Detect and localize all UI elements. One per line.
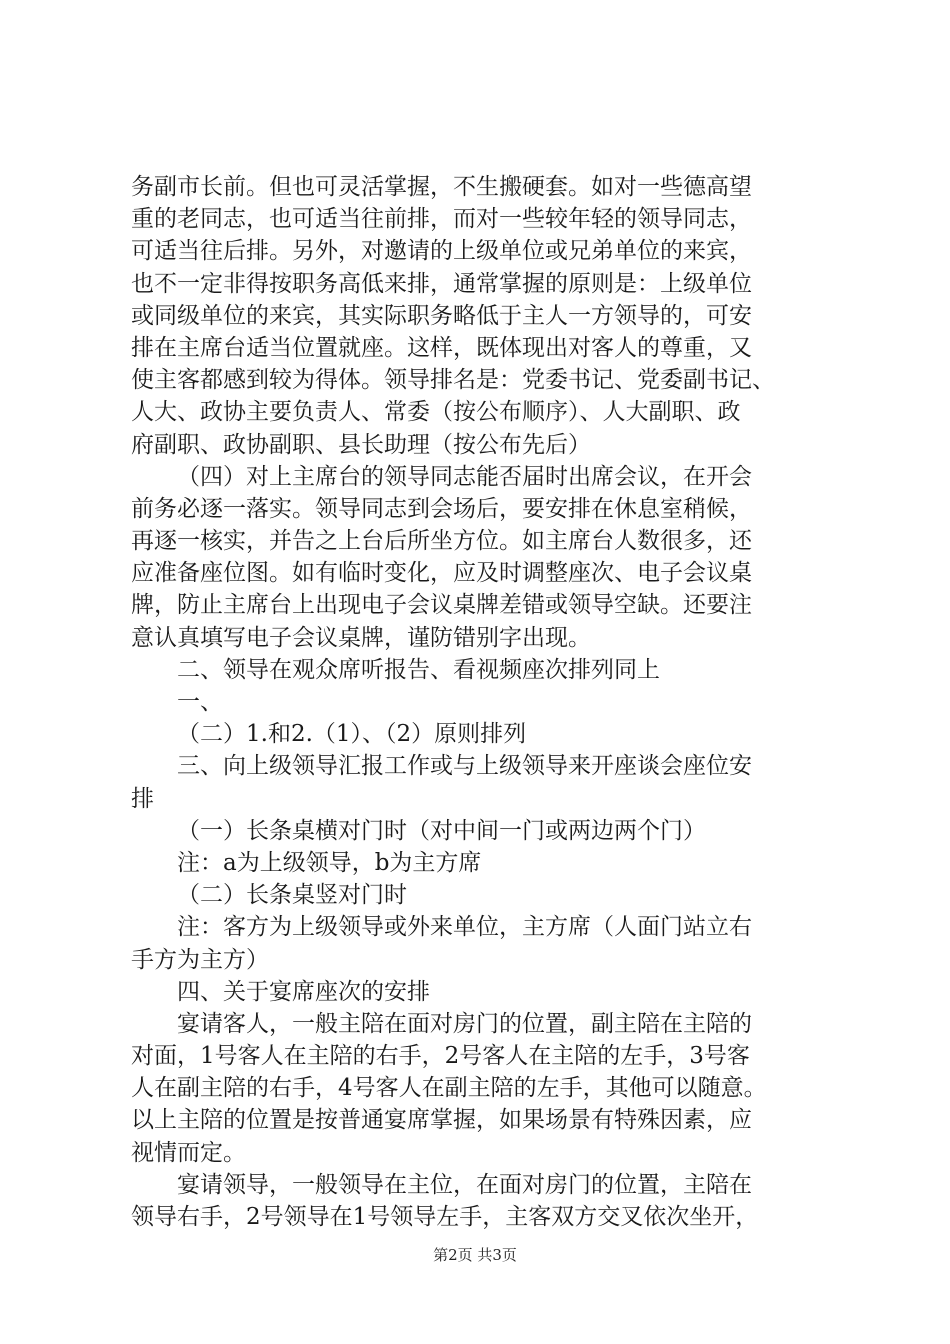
text-line: （二）1.和2.（1）、（2）原则排列 — [177, 721, 527, 748]
text-line: （一）长条桌横对门时（对中间一门或两边两个门） — [177, 817, 706, 844]
text-line: 一、 — [177, 689, 223, 715]
text-line: 三、向上级领导汇报工作或与上级领导来开座谈会座位安 — [177, 753, 752, 780]
text-line: 手方为主方） — [131, 946, 269, 973]
text-line: 意认真填写电子会议桌牌，谨防错别字出现。 — [131, 624, 591, 651]
text-line: 注：a为上级领导，b为主方席 — [177, 849, 482, 876]
text-line: 人在副主陪的右手，4号客人在副主陪的左手，其他可以随意。 — [131, 1075, 767, 1102]
text-line: 领导右手，2号领导在1号领导左手，主客双方交叉依次坐开， — [131, 1204, 759, 1230]
text-line: 务副市长前。但也可灵活掌握，不生搬硬套。如对一些德高望 — [131, 174, 752, 200]
text-line: 牌，防止主席台上出现电子会议桌牌差错或领导空缺。还要注 — [131, 592, 752, 619]
text-line: 四、关于宴席座次的安排 — [177, 978, 430, 1005]
page-footer: 第2页 共3页 — [433, 1246, 517, 1264]
text-line: 以上主陪的位置是按普通宴席掌握，如果场景有特殊因素，应 — [131, 1107, 752, 1134]
text-line: 二、领导在观众席听报告、看视频座次排列同上 — [177, 656, 660, 683]
text-line: 前务必逐一落实。领导同志到会场后，要安排在休息室稍候， — [131, 495, 752, 522]
text-line: 府副职、政协副职、县长助理（按公布先后） — [131, 431, 591, 458]
text-line: （四）对上主席台的领导同志能否届时出席会议，在开会 — [177, 463, 752, 490]
text-line: 宴请领导，一般领导在主位，在面对房门的位置，主陪在 — [177, 1171, 752, 1198]
text-line: 排在主席台适当位置就座。这样，既体现出对客人的尊重，又 — [131, 334, 752, 361]
text-line: 人大、政协主要负责人、常委（按公布顺序）、人大副职、政 — [131, 399, 741, 426]
body-text — [131, 171, 831, 1233]
text-line: 重的老同志，也可适当往前排，而对一些较年轻的领导同志， — [131, 206, 752, 233]
text-line: 注：客方为上级领导或外来单位，主方席（人面门站立右 — [177, 914, 752, 941]
text-line: 应准备座位图。如有临时变化，应及时调整座次、电子会议桌 — [131, 560, 752, 587]
text-line: 可适当往后排。另外，对邀请的上级单位或兄弟单位的来宾， — [131, 238, 752, 265]
text-line: 宴请客人，一般主陪在面对房门的位置，副主陪在主陪的 — [177, 1010, 752, 1037]
text-line: 视情而定。 — [131, 1139, 246, 1166]
text-line: 排 — [131, 785, 154, 812]
text-line: 或同级单位的来宾，其实际职务略低于主人一方领导的，可安 — [131, 302, 752, 329]
text-line: （二）长条桌竖对门时 — [177, 882, 407, 909]
text-line: 再逐一核实，并告之上台后所坐方位。如主席台人数很多，还 — [131, 528, 752, 555]
text-line: 使主客都感到较为得体。领导排名是：党委书记、党委副书记、 — [131, 367, 775, 394]
text-line: 对面，1号客人在主陪的右手，2号客人在主陪的左手，3号客 — [131, 1043, 750, 1070]
text-line: 也不一定非得按职务高低来排，通常掌握的原则是：上级单位 — [131, 270, 752, 297]
